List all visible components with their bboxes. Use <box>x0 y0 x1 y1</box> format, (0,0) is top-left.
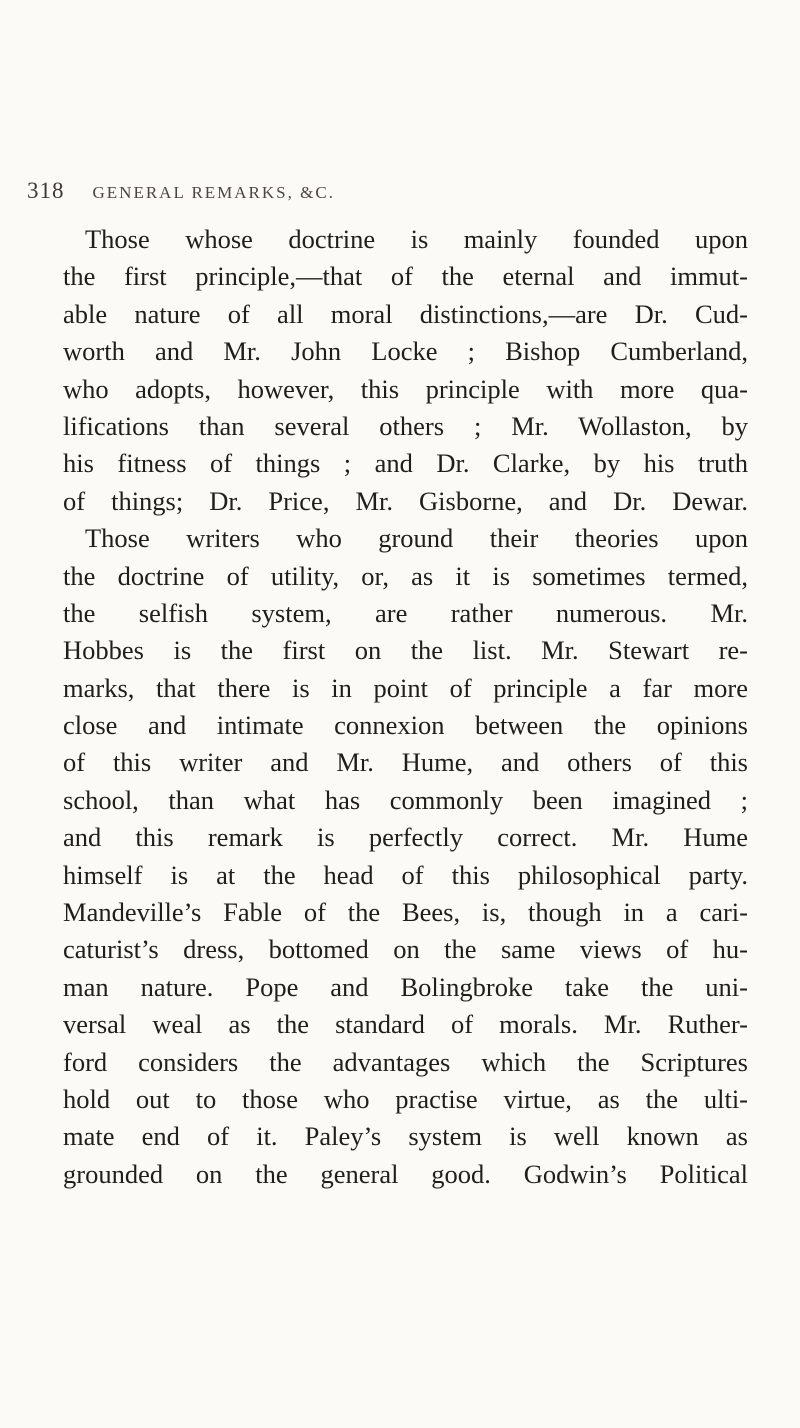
running-head <box>27 178 587 208</box>
text-line: mate end of it. Paley’s system is well known as <box>63 1121 748 1152</box>
text-line: worth and Mr. John Locke ; Bishop Cumberland, <box>63 336 748 367</box>
text-line: man nature. Pope and Bolingbroke take the uni- <box>63 971 748 1002</box>
text-line: Mandeville’s Fable of the Bees, is, though in a cari- <box>63 897 748 928</box>
text-line: caturist’s dress, bottomed on the same views of hu- <box>63 934 748 965</box>
text-line: lifications than several others ; Mr. Wollaston, by <box>63 410 748 441</box>
text-line: close and intimate connexion between the opinions <box>63 710 748 741</box>
page-heading: GENERAL REMARKS, &C. <box>92 183 335 202</box>
text-line: Those whose doctrine is mainly founded upon <box>85 224 748 254</box>
text-line: who adopts, however, this principle with more qua- <box>63 373 748 404</box>
text-line: able nature of all moral distinctions,—are Dr. Cud- <box>63 298 748 329</box>
text-line: school, than what has commonly been imagined ; <box>63 784 748 815</box>
text-line: Those writers who ground their theories upon <box>85 523 748 554</box>
page-number: 318 <box>27 178 65 203</box>
text-line: versal weal as the standard of morals. Mr. Ruther- <box>63 1009 748 1040</box>
text-line: ford considers the advantages which the Scriptures <box>63 1046 748 1077</box>
text-line: the first principle,—that of the eternal and immut- <box>63 261 748 292</box>
text-line: and this remark is perfectly correct. Mr. Hume <box>63 822 748 853</box>
text-line: the doctrine of utility, or, as it is sometimes termed, <box>63 560 748 591</box>
text-line: marks, that there is in point of principle a far more <box>63 672 748 703</box>
text-line: of things; Dr. Price, Mr. Gisborne, and Dr. Dewar. <box>63 485 748 516</box>
body-text <box>63 221 748 1193</box>
text-line: of this writer and Mr. Hume, and others of this <box>63 747 748 778</box>
text-line: his fitness of things ; and Dr. Clarke, by his truth <box>63 448 748 479</box>
text-line: Hobbes is the first on the list. Mr. Stewart re- <box>63 635 748 666</box>
text-line: the selfish system, are rather numerous. Mr. <box>63 597 748 628</box>
text-line: himself is at the head of this philosophical party. <box>63 859 748 890</box>
text-line: hold out to those who practise virtue, as the ulti- <box>63 1083 748 1114</box>
text-line: grounded on the general good. Godwin’s Political <box>63 1158 748 1189</box>
